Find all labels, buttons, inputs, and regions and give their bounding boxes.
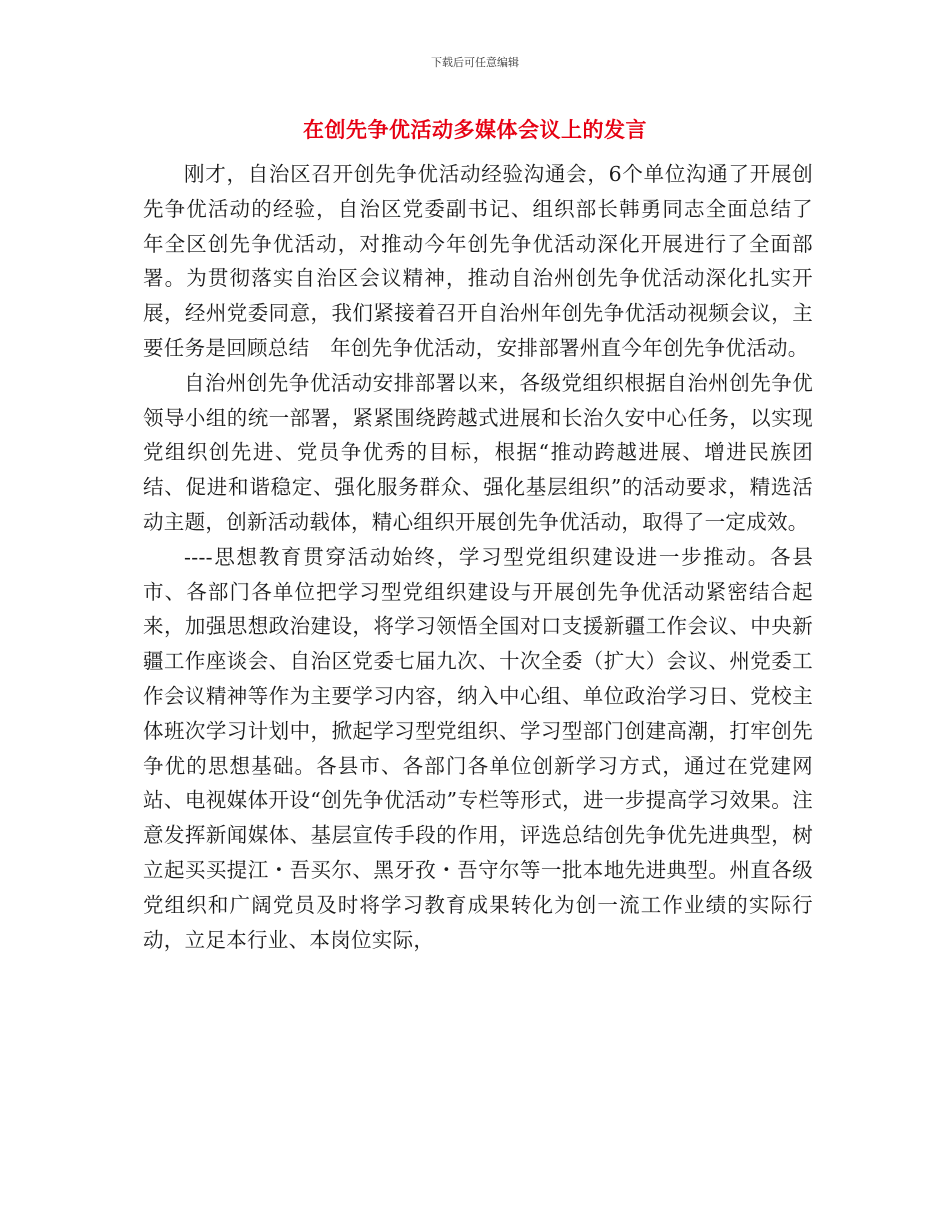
document-title: 在创先争优活动多媒体会议上的发言 [303, 118, 647, 142]
document-body [143, 157, 834, 957]
page-header-note: 下载后可任意编辑 [431, 56, 519, 69]
paragraph-2: 自治州创先争优活动安排部署以来，各级党组织根据自治州创先争优领导小组的统一部署，紧紧围绕跨越式进展和长治久安中心任务，以实现党组织创先进、党员争优秀的目标，根据“推动跨越进展、增进民族团结、促进和谐稳定、强化服务群众、强化基层组织”的活动要求，精选活动主题，创新活动载体，精心组织开展创先争优活动，取得了一定成效。 [143, 370, 813, 534]
paragraph-3: ----思想教育贯穿活动始终，学习型党组织建设进一步推动。各县市、各部门各单位把学习型党组织建设与开展创先争优活动紧密结合起来，加强思想政治建设，将学习领悟全国对口支援新疆工作会议、中央新疆工作座谈会、自治区党委七届九次、十次全委（扩大）会议、州党委工作会议精神等作为主要学习内容，纳入中心组、单位政治学习日、党校主体班次学习计划中，掀起学习型党组织、学习型部门创建高潮，打牢创先争优的思想基础。各县市、各部门各单位创新学习方式，通过在党建网站、电视媒体开设“创先争优活动”专栏等形式，进一步提高学习效果。注意发挥新闻媒体、基层宣传手段的作用，评选总结创先争优先进典型，树立起买买提江・吾买尔、黑牙孜・吾守尔等一批本地先进典型。州直各级党组织和广阔党员及时将学习教育成果转化为创一流工作业绩的实际行动，立足本行业、本岗位实际， [143, 544, 813, 952]
paragraph-1: 刚才，自治区召开创先争优活动经验沟通会，6个单位沟通了开展创先争优活动的经验，自治区党委副书记、组织部长韩勇同志全面总结了 年全区创先争优活动，对推动今年创先争优活动深化开展进行了全面部署。为贯彻落实自治区会议精神，推动自治州创先争优活动深化扎实开展，经州党委同意，我们紧接着召开自治州年创先争优活动视频会议，主要任务是回顾总结 年创先争优活动，安排部署州直今年创先争优活动。 [143, 162, 834, 360]
